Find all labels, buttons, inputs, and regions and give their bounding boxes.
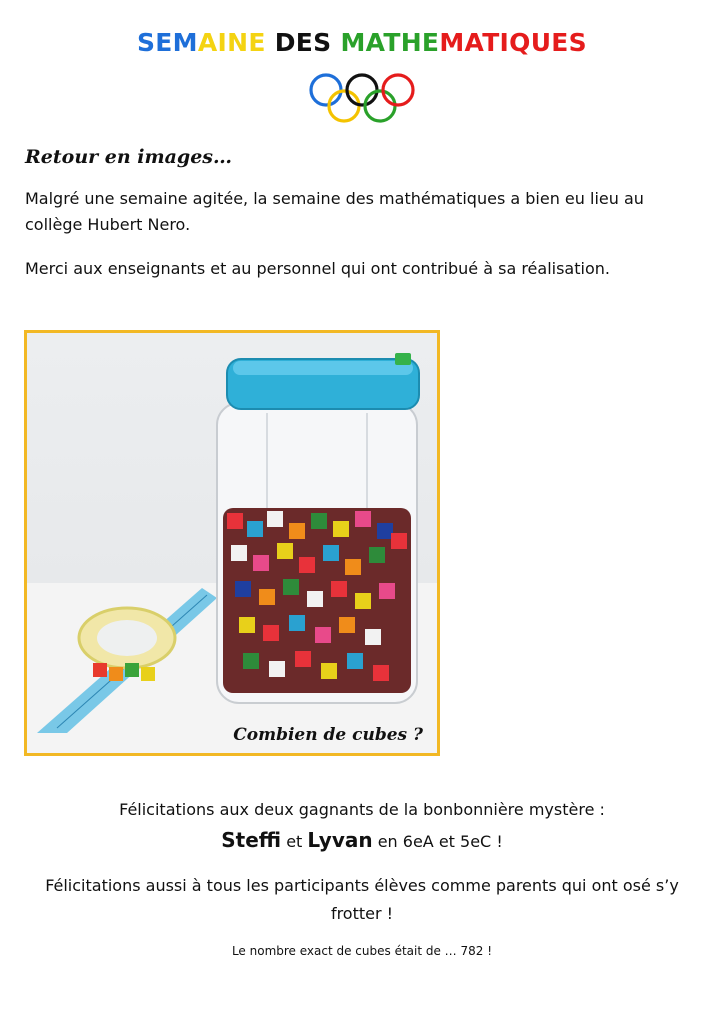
jar-photo [24,330,440,756]
winner-1: Steffi [221,828,282,852]
congrats-line: Félicitations aux deux gagnants de la bonbonnière mystère : [119,800,605,819]
winners-line [0,828,724,852]
title-part-1: SEM [136,28,198,57]
page-title [0,28,724,57]
answer-line: Le nombre exact de cubes était de … 782 ! [231,944,493,958]
winners-classes: en 6eA et 5eC ! [377,832,503,851]
title-part-4: MATHE [340,28,440,57]
ring-red [383,75,413,105]
cubes-pile [223,508,411,693]
ring-blue [311,75,341,105]
title-part-2: AINE [197,28,266,57]
participants-text: Félicitations aussi à tous les participants élèves comme parents qui ont osé s’y frotter ! [45,876,679,923]
title-part-5: MATIQUES [439,28,587,57]
title-part-3: DES [265,28,341,57]
section-heading: Retour en images… [25,146,232,168]
photo-caption: Combien de cubes ? [233,725,423,745]
ring-black [347,75,377,105]
jar-illustration [27,333,437,753]
participants-line [0,872,724,928]
winners-connector: et [286,832,303,851]
ring-green [365,91,395,121]
intro-paragraph-2: Merci aux enseignants et au personnel qui ont contribué à sa réalisation. [25,259,610,278]
intro-paragraph-1: Malgré une semaine agitée, la semaine des mathématiques a bien eu lieu au collège Hubert Nero. [25,189,644,234]
olympic-rings-icon [308,72,416,128]
ring-yellow [329,91,359,121]
winner-2: Lyvan [307,828,373,852]
